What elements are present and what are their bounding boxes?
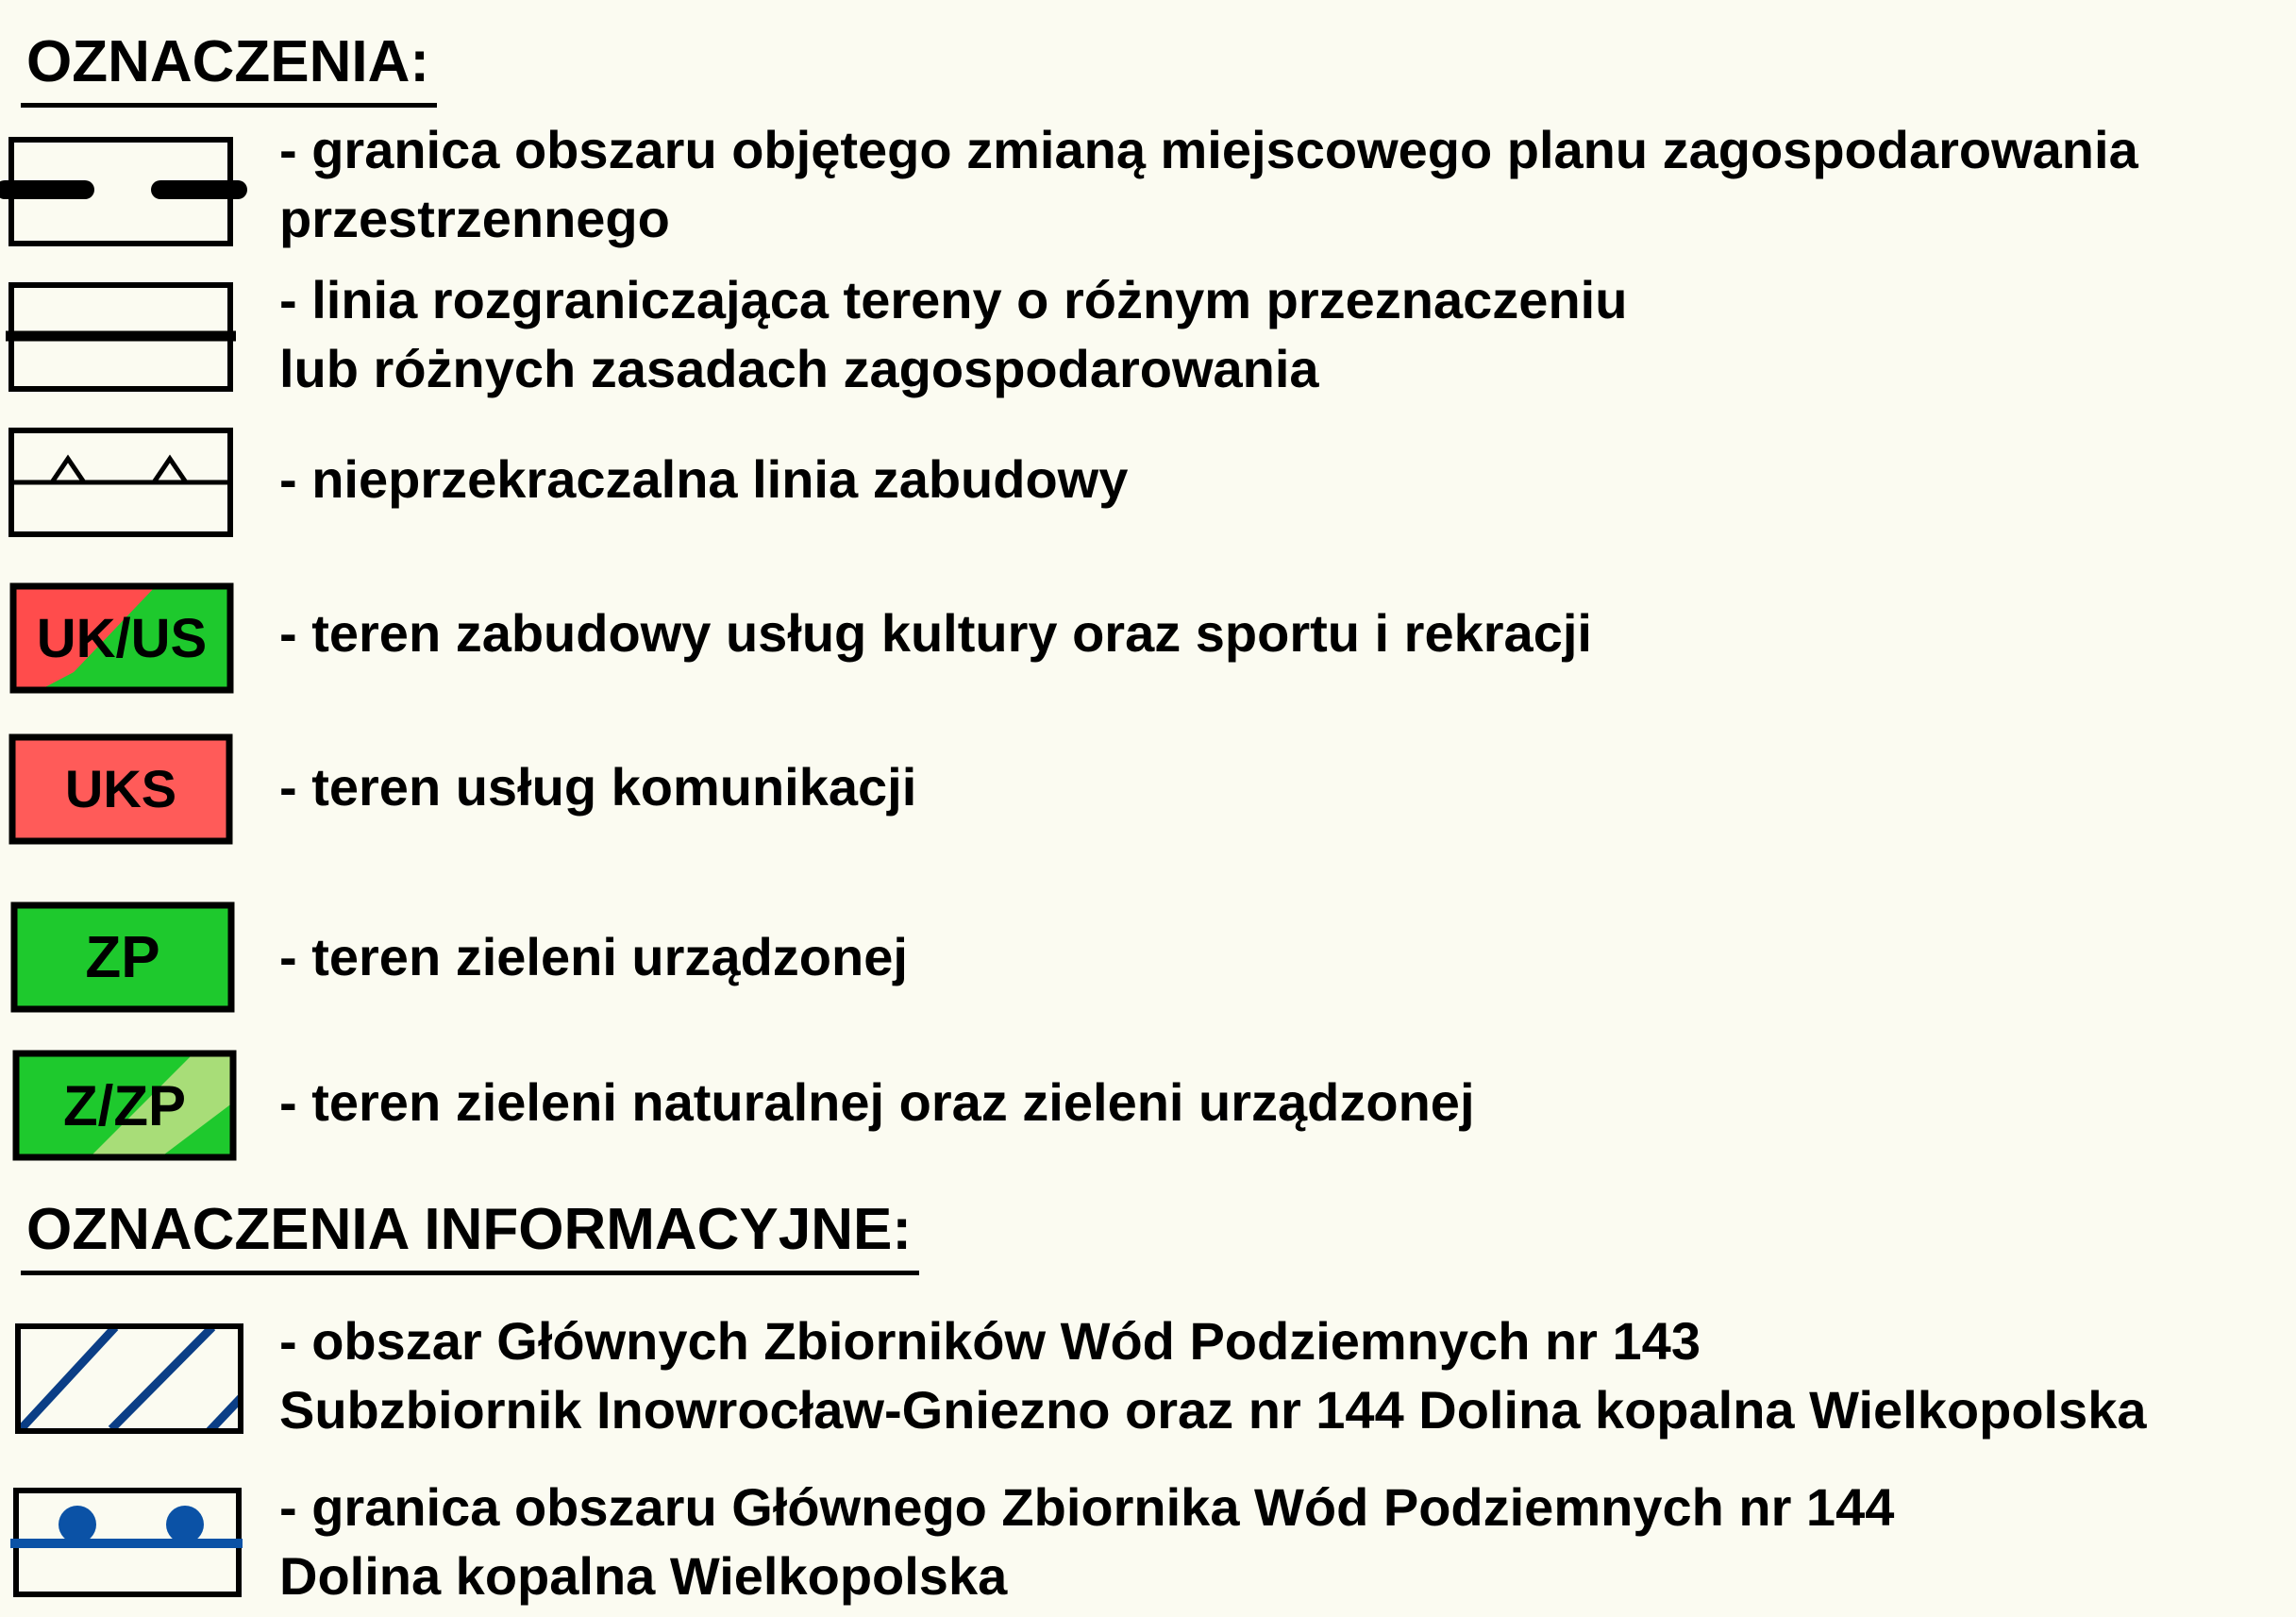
legend-heading-underline <box>21 103 437 108</box>
z-zp-zone-symbol <box>0 1046 245 1178</box>
description-line: Subzbiornik Inowrocław-Gniezno oraz nr 144 Dolina kopalna Wielkopolska <box>279 1380 2147 1440</box>
building-line-symbol <box>0 425 245 557</box>
solid-dividing-line-symbol <box>0 279 245 412</box>
info-legend-heading-text: OZNACZENIA INFORMACYJNE: <box>26 1197 913 1262</box>
description-line: przestrzennego <box>279 189 670 248</box>
description-line: - nieprzekraczalna linia zabudowy <box>279 449 1129 509</box>
description-line: lub różnych zasadach zagospodarowania <box>279 339 1319 398</box>
description-line: - teren usług komunikacji <box>279 757 917 817</box>
description-line: Dolina kopalna Wielkopolska <box>279 1546 1008 1606</box>
groundwater-hatch-symbol <box>0 1314 245 1446</box>
zp-code-label: ZP <box>85 925 160 990</box>
dashed-boundary-description <box>279 115 2138 253</box>
groundwater-boundary-symbol <box>0 1477 245 1609</box>
description-line: - granica obszaru objętego zmianą miejscowego planu zagospodarowania <box>279 120 2138 179</box>
building-line-description <box>279 445 1128 514</box>
solid-dividing-line-description <box>279 265 1627 403</box>
info-legend-heading-underline <box>21 1271 919 1275</box>
uks-zone-description <box>279 752 916 821</box>
z-zp-zone-description <box>279 1068 1475 1137</box>
uks-code-label: UKS <box>64 759 177 818</box>
groundwater-hatch-description <box>279 1306 2147 1444</box>
description-line: - teren zieleni urządzonej <box>279 927 908 986</box>
z-zp-code-label: Z/ZP <box>63 1074 186 1137</box>
uk-us-zone-symbol <box>0 579 245 711</box>
description-line: - obszar Głównych Zbiorników Wód Podziemnych nr 143 <box>279 1311 1701 1371</box>
zp-zone-symbol <box>0 898 245 1030</box>
uk-us-zone-description <box>279 598 1592 667</box>
groundwater-boundary-description <box>279 1473 1894 1610</box>
description-line: - granica obszaru Głównego Zbiornika Wód Podziemnych nr 144 <box>279 1477 1895 1537</box>
uk-us-code-label: UK/US <box>36 608 208 669</box>
legend-heading-text: OZNACZENIA: <box>26 29 430 94</box>
dashed-boundary-symbol <box>0 132 245 264</box>
description-line: - teren zabudowy usług kultury oraz sportu i rekracji <box>279 603 1592 663</box>
legend-heading <box>26 29 430 94</box>
uks-zone-symbol <box>0 730 245 862</box>
description-line: - teren zieleni naturalnej oraz zieleni urządzonej <box>279 1072 1475 1132</box>
zp-zone-description <box>279 922 908 991</box>
info-legend-heading <box>26 1197 913 1262</box>
description-line: - linia rozgraniczająca tereny o różnym przeznaczeniu <box>279 270 1628 329</box>
